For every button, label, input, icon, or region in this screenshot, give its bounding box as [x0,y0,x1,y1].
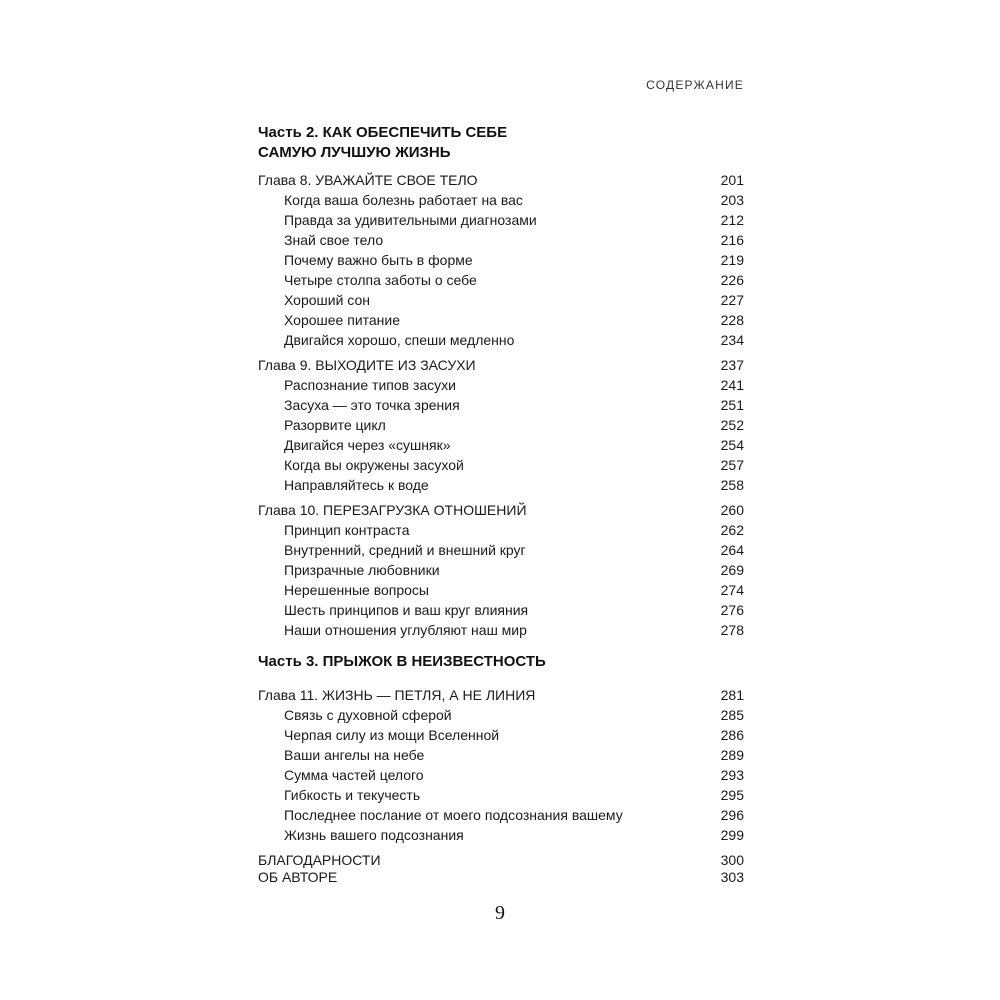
toc-entry-title: Глава 11. ЖИЗНЬ — ПЕТЛЯ, А НЕ ЛИНИЯ [258,687,536,703]
toc-entry-page: 201 [720,172,744,188]
toc-section-row [258,725,744,745]
toc-section-row [258,705,744,725]
toc-entry-page: 203 [720,192,744,208]
toc-entry-page: 300 [720,852,744,868]
toc-section-row [258,310,744,330]
toc-entry-page: 212 [720,212,744,228]
toc-section-row [258,785,744,805]
toc-entry-title: Нерешенные вопросы [284,582,429,598]
toc-entry-page: 258 [720,477,744,493]
part-3-title [258,652,718,672]
toc-entry-title: Призрачные любовники [284,562,440,578]
toc-chapter-row [258,500,744,520]
toc-section-row [258,230,744,250]
toc-entry-page: 269 [720,562,744,578]
toc-section-row [258,765,744,785]
toc-section-row [258,290,744,310]
toc-entry-page: 254 [720,437,744,453]
toc-entry-title: Последнее послание от моего подсознания вашему [284,807,623,823]
toc-entry-title: Связь с духовной сферой [284,707,452,723]
toc-backmatter-row [258,867,744,887]
toc-entry-title: Разорвите цикл [284,417,386,433]
toc-entry-page: 303 [720,869,744,885]
toc-entry-page: 276 [720,602,744,618]
toc-entry-title: Правда за удивительными диагнозами [284,212,537,228]
toc-entry-title: Наши отношения углубляют наш мир [284,622,527,638]
toc-entry-title: Внутренний, средний и внешний круг [284,542,526,558]
toc-entry-title: Жизнь вашего подсознания [284,827,464,843]
toc-entry-title: Глава 9. ВЫХОДИТЕ ИЗ ЗАСУХИ [258,357,476,373]
toc-entry-page: 295 [720,787,744,803]
toc-section-row [258,540,744,560]
toc-section-row [258,250,744,270]
toc-section-row [258,395,744,415]
toc-entry-title: Сумма частей целого [284,767,424,783]
toc-section-row [258,745,744,765]
toc-entry-page: 285 [720,707,744,723]
toc-entry-page: 281 [720,687,744,703]
toc-entry-page: 262 [720,522,744,538]
part-3-title-line-1: Часть 3. ПРЫЖОК В НЕИЗВЕСТНОСТЬ [258,653,546,670]
toc-entry-title: Хорошее питание [284,312,401,328]
toc-chapter-row [258,355,744,375]
toc-entry-page: 226 [720,272,744,288]
toc-entry-title: Почему важно быть в форме [284,252,473,268]
toc-section-row [258,210,744,230]
toc-entry-title: Ваши ангелы на небе [284,747,425,763]
toc-section-row [258,600,744,620]
toc-section-row [258,825,744,845]
toc-entry-page: 299 [720,827,744,843]
toc-entry-page: 296 [720,807,744,823]
toc-chapter-row [258,170,744,190]
toc-entry-title: Двигайся через «сушняк» [284,437,451,453]
running-head: СОДЕРЖАНИЕ [646,78,744,92]
toc-entry-title: БЛАГОДАРНОСТИ [258,852,381,868]
toc-chapter-row [258,685,744,705]
toc-entry-page: 289 [720,747,744,763]
toc-entry-page: 237 [720,357,744,373]
toc-entry-title: Четыре столпа заботы о себе [284,272,477,288]
toc-entry-title: Гибкость и текучесть [284,787,421,803]
toc-entry-title: Когда ваша болезнь работает на вас [284,192,523,208]
toc-section-row [258,620,744,640]
toc-entry-title: ОБ АВТОРЕ [258,869,338,885]
part-2-title-line-1: Часть 2. КАК ОБЕСПЕЧИТЬ СЕБЕ [258,124,508,141]
toc-entry-title: Глава 10. ПЕРЕЗАГРУЗКА ОТНОШЕНИЙ [258,502,527,518]
toc-entry-page: 252 [720,417,744,433]
toc-section-row [258,475,744,495]
toc-entry-page: 228 [720,312,744,328]
toc-entry-title: Засуха — это точка зрения [284,397,460,413]
toc-entry-page: 257 [720,457,744,473]
toc-entry-title: Направляйтесь к воде [284,477,429,493]
page-number: 9 [495,902,505,924]
toc-section-row [258,560,744,580]
toc-entry-page: 278 [720,622,744,638]
toc-entry-title: Двигайся хорошо, спеши медленно [284,332,515,348]
toc-entry-page: 251 [720,397,744,413]
toc-section-row [258,375,744,395]
toc-entry-title: Черпая силу из мощи Вселенной [284,727,500,743]
toc-entry-page: 286 [720,727,744,743]
toc-entry-title: Принцип контраста [284,522,410,538]
toc-section-row [258,415,744,435]
part-2-title [258,123,718,163]
toc-entry-page: 274 [720,582,744,598]
toc-entry-title: Глава 8. УВАЖАЙТЕ СВОЕ ТЕЛО [258,172,478,188]
toc-entry-page: 234 [720,332,744,348]
toc-section-row [258,190,744,210]
toc-entry-page: 227 [720,292,744,308]
toc-section-row [258,805,744,825]
toc-section-row [258,455,744,475]
part-2-title-line-2: САМУЮ ЛУЧШУЮ ЖИЗНЬ [258,144,451,161]
toc-entry-title: Знай свое тело [284,232,384,248]
toc-entry-page: 293 [720,767,744,783]
toc-section-row [258,435,744,455]
toc-entry-page: 241 [720,377,744,393]
toc-section-row [258,580,744,600]
toc-entry-title: Когда вы окружены засухой [284,457,464,473]
toc-entry-title: Хороший сон [284,292,370,308]
toc-section-row [258,520,744,540]
toc-entry-title: Шесть принципов и ваш круг влияния [284,602,529,618]
toc-section-row [258,270,744,290]
toc-entry-title: Распознание типов засухи [284,377,456,393]
toc-entry-page: 219 [720,252,744,268]
toc-section-row [258,330,744,350]
toc-entry-page: 264 [720,542,744,558]
toc-entry-page: 216 [720,232,744,248]
toc-entry-page: 260 [720,502,744,518]
